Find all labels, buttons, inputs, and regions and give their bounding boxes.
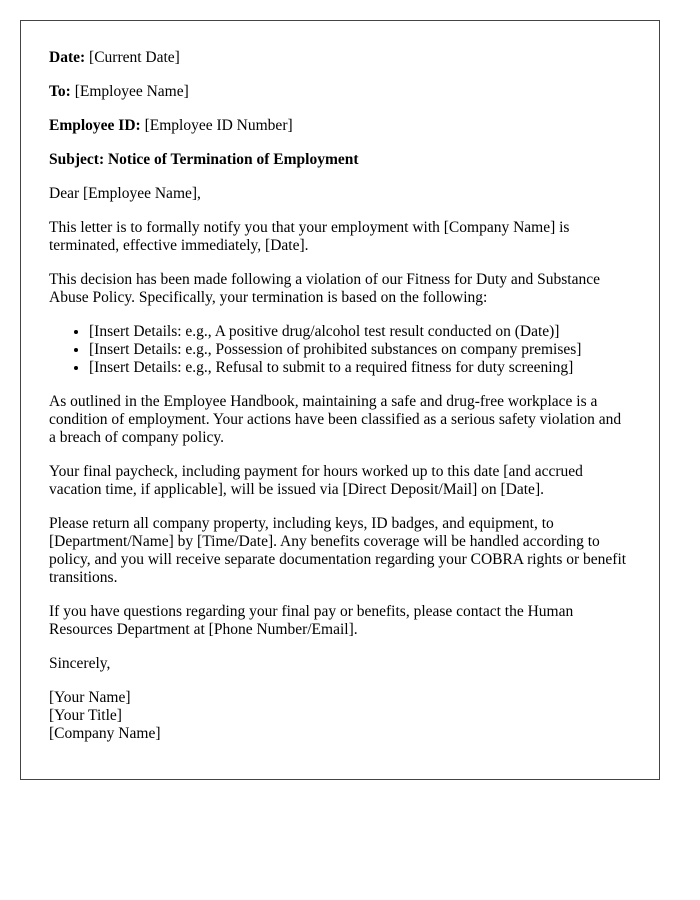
list-item: • [Insert Details: e.g., Possession of prohibited substances on company premises] (89, 341, 631, 359)
date-line (49, 49, 631, 67)
closing: Sincerely, (49, 655, 111, 672)
paragraph-notification: This letter is to formally notify you that your employment with [Company Name] is terminated, effective immediately, [Date]. (49, 219, 570, 254)
paragraph-questions: If you have questions regarding your final pay or benefits, please contact the Human Resources Department at [Phone Number/Email]. (49, 603, 574, 638)
employee-id-label: Employee ID: (49, 117, 141, 134)
signature-title: [Your Title] (49, 707, 122, 724)
to-label: To: (49, 83, 71, 100)
signature-block (49, 689, 631, 743)
date-label: Date: (49, 49, 86, 66)
salutation: Dear [Employee Name], (49, 185, 201, 202)
paragraph-property: Please return all company property, including keys, ID badges, and equipment, to [Department/Name] by [Time/Date]. Any benefits coverage will be handled according to policy, and you will receive separate documentation regarding your COBRA rights or benefit transitions. (49, 515, 627, 586)
violation-details-list (49, 323, 631, 377)
employee-id-line (49, 117, 631, 135)
list-item: • [Insert Details: e.g., A positive drug/alcohol test result conducted on (Date)] (89, 323, 631, 341)
subject-line: Subject: Notice of Termination of Employment (49, 151, 359, 168)
employee-id-value: [Employee ID Number] (144, 117, 293, 134)
termination-letter (20, 20, 660, 780)
list-item: • [Insert Details: e.g., Refusal to submit to a required fitness for duty screening] (89, 359, 631, 377)
to-value: [Employee Name] (74, 83, 189, 100)
date-value: [Current Date] (89, 49, 180, 66)
signature-name: [Your Name] (49, 689, 131, 706)
paragraph-decision: This decision has been made following a violation of our Fitness for Duty and Substance Abuse Policy. Specifically, your termination is based on the following: (49, 271, 601, 306)
signature-company: [Company Name] (49, 725, 161, 742)
paragraph-policy: As outlined in the Employee Handbook, maintaining a safe and drug-free workplace is a condition of employment. Your actions have been classified as a serious safety violation and a breach of company policy. (49, 393, 622, 446)
paragraph-paycheck: Your final paycheck, including payment for hours worked up to this date [and accrued vacation time, if applicable], will be issued via [Direct Deposit/Mail] on [Date]. (49, 463, 583, 498)
to-line (49, 83, 631, 101)
